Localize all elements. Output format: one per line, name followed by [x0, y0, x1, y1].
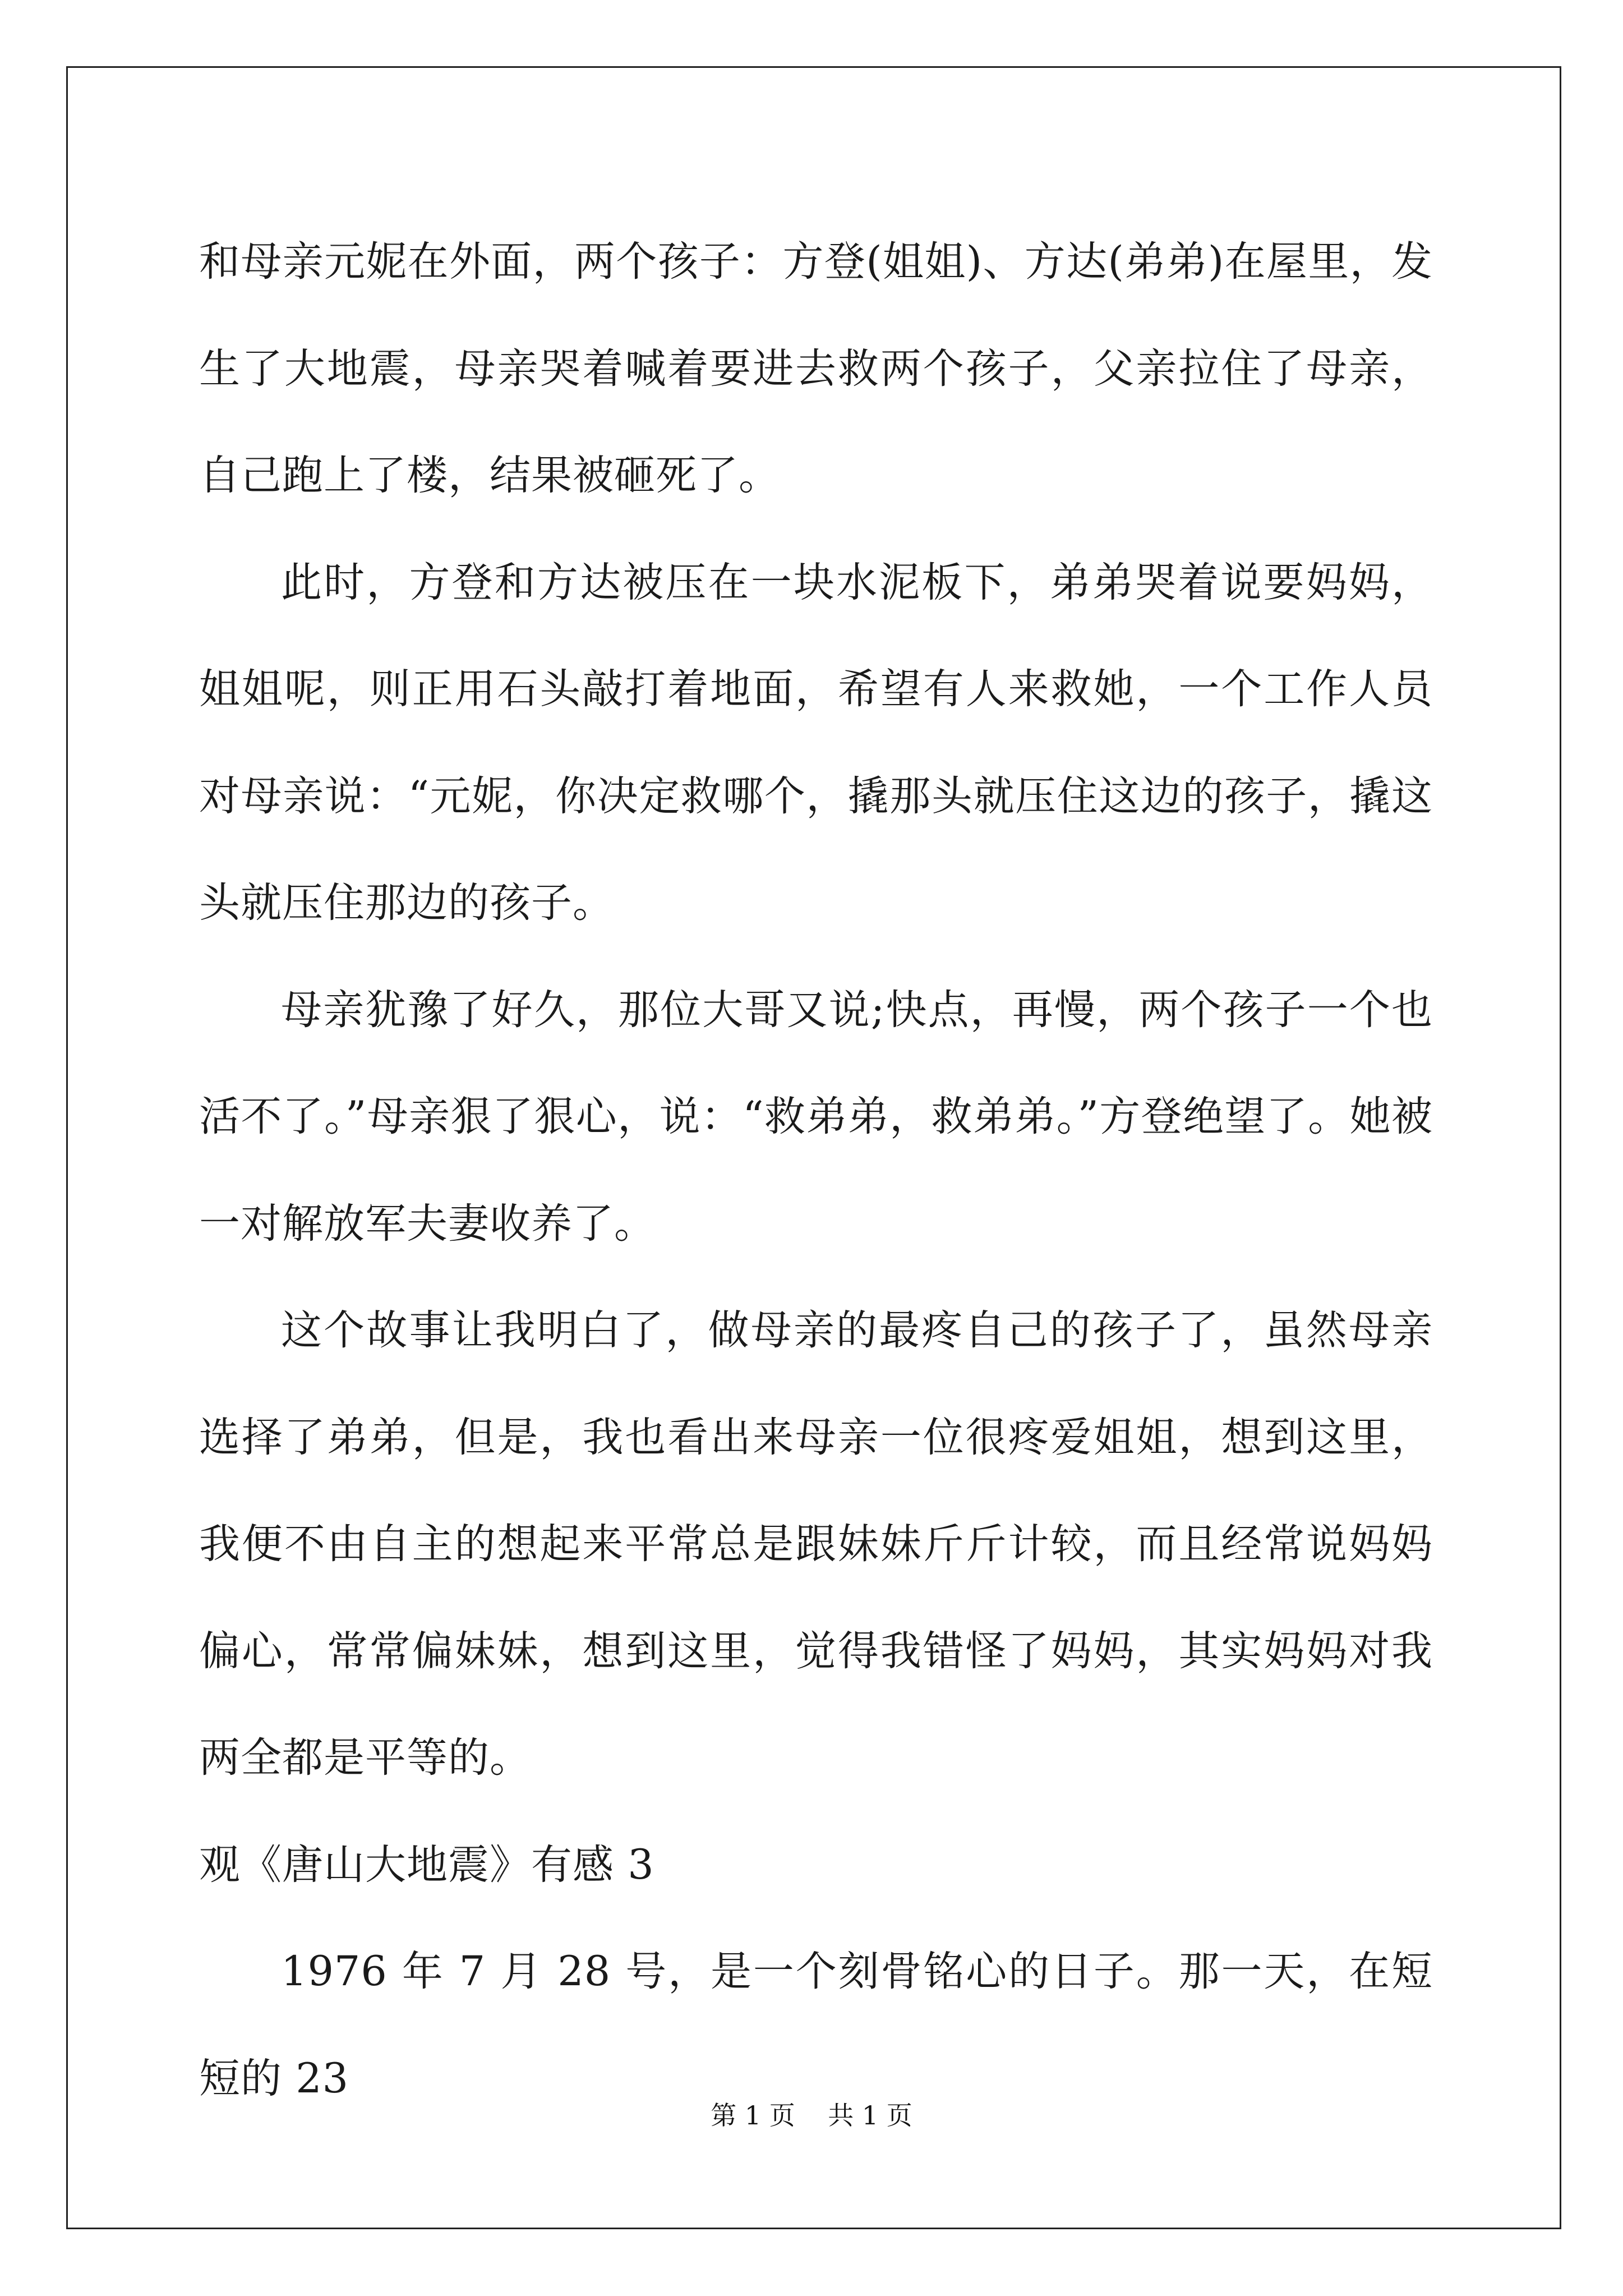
page-footer: 第 1 页 共 1 页 [711, 2100, 912, 2131]
paragraph-1: 和母亲元妮在外面，两个孩子：方登(姐姐)、方达(弟弟)在屋里，发生了大地震，母亲哭着喊着要进去救两个孩子，父亲拉住了母亲，自己跑上了楼，结果被砸死了。 [199, 238, 1433, 499]
paragraph-5: 1976 年 7 月 28 号，是一个刻骨铭心的日子。那一天，在短短的 23 [199, 1948, 1433, 2102]
section-heading: 观《唐山大地震》有感 3 [199, 1841, 654, 1889]
paragraph-3: 母亲犹豫了好久，那位大哥又说;快点，再慢，两个孩子一个也活不了。”母亲狠了狠心，说：“救弟弟，救弟弟。”方登绝望了。她被一对解放军夫妻收养了。 [199, 986, 1433, 1248]
paragraph-4: 这个故事让我明白了，做母亲的最疼自己的孩子了，虽然母亲选择了弟弟，但是，我也看出来母亲一位很疼爱姐姐，想到这里，我便不由自主的想起来平常总是跟妹妹斤斤计较，而且经常说妈妈偏心，常常偏妹妹，想到这里，觉得我错怪了妈妈，其实妈妈对我两全都是平等的。 [199, 1306, 1433, 1782]
document-body [199, 209, 1433, 2132]
paragraph-2: 此时，方登和方达被压在一块水泥板下，弟弟哭着说要妈妈，姐姐呢，则正用石头敲打着地面，希望有人来救她，一个工作人员对母亲说：“元妮，你决定救哪个，撬那头就压住这边的孩子，撬这头就压住那边的孩子。 [199, 558, 1433, 927]
